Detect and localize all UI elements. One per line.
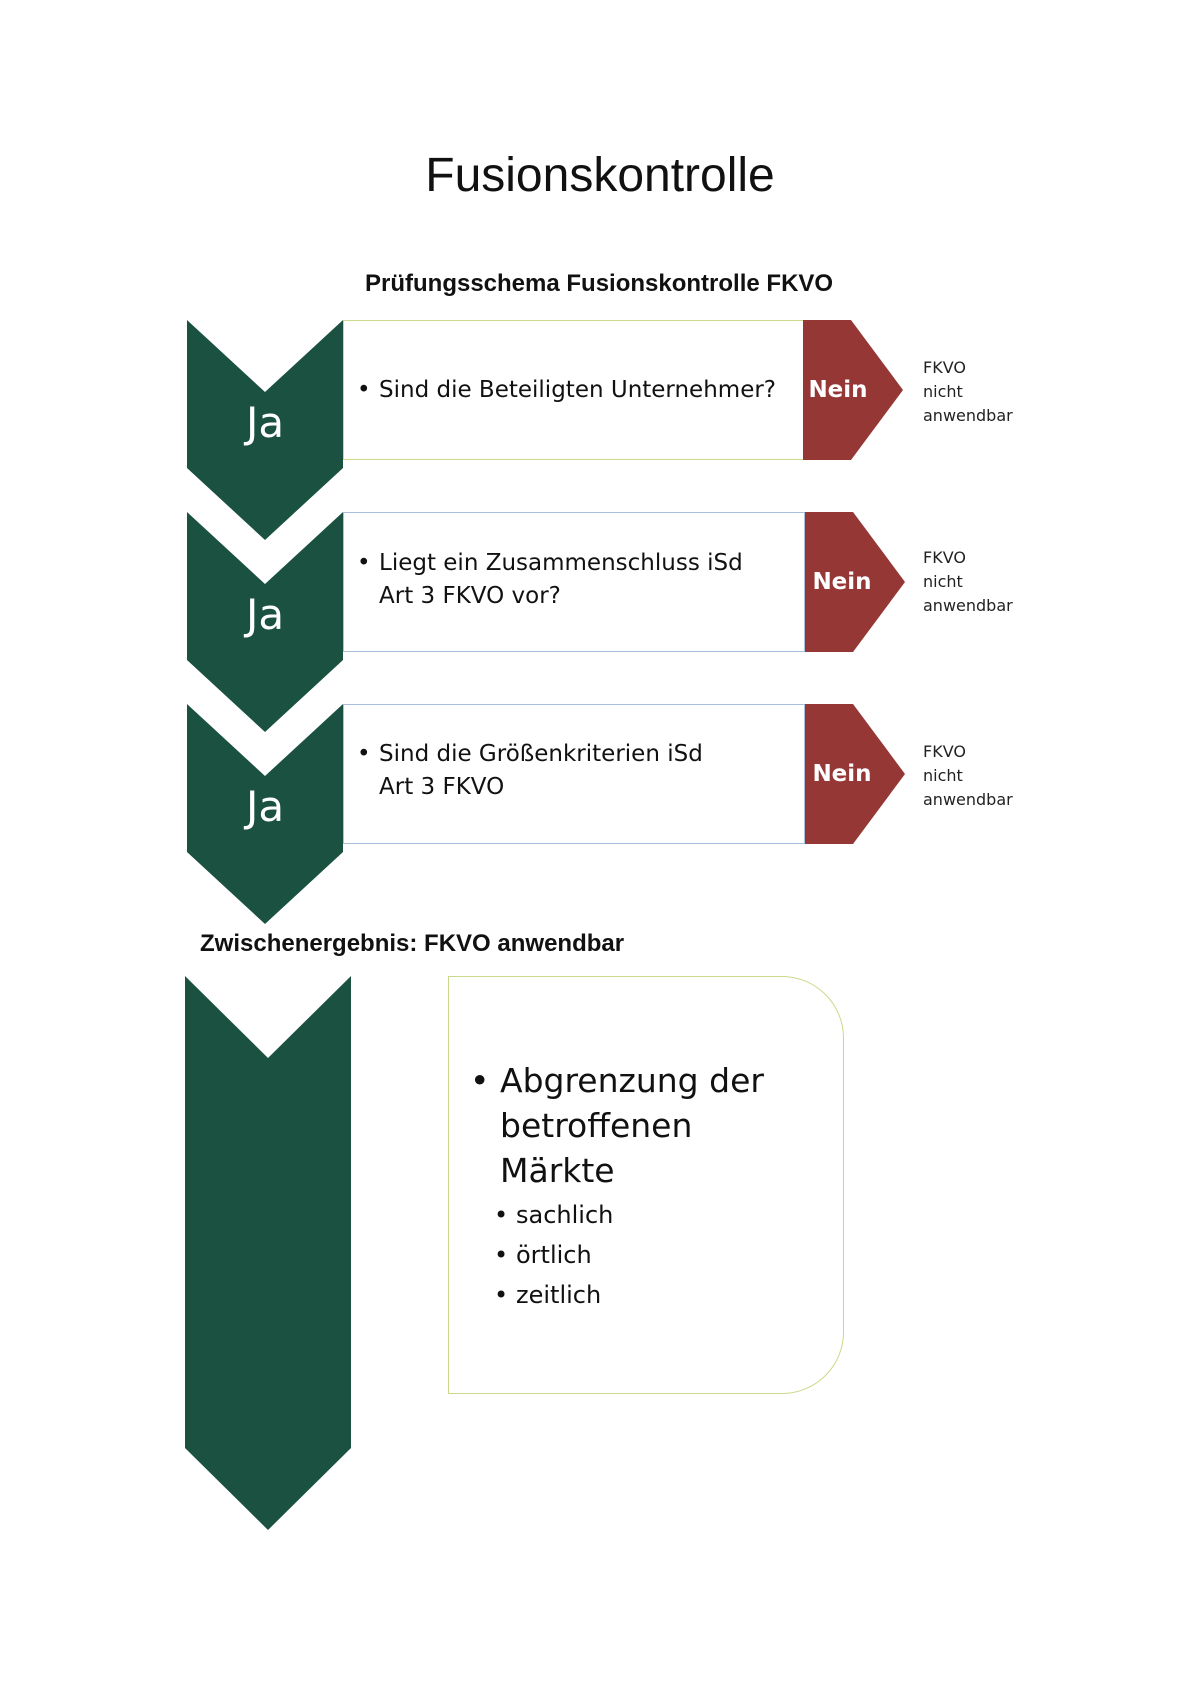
question-text-2 bbox=[357, 547, 797, 613]
bullet-icon: • bbox=[470, 1061, 490, 1100]
question-text-3 bbox=[357, 738, 797, 804]
result-line: nicht bbox=[923, 572, 963, 591]
question-line: Sind die Größenkriterien iSd bbox=[379, 741, 703, 767]
interim-result: Zwischenergebnis: FKVO anwendbar bbox=[200, 930, 625, 957]
result-text-2 bbox=[923, 546, 1013, 618]
bullet-icon: • bbox=[357, 377, 371, 403]
nein-label-2: Nein bbox=[812, 569, 872, 595]
nein-label-3: Nein bbox=[812, 761, 872, 787]
bullet-icon: • bbox=[494, 1281, 509, 1309]
result-line: anwendbar bbox=[923, 406, 1013, 425]
question-line: Sind die Beteiligten Unternehmer? bbox=[379, 377, 777, 403]
market-heading-line: betroffenen bbox=[500, 1106, 693, 1145]
bullet-icon: • bbox=[494, 1241, 509, 1269]
market-heading bbox=[470, 1058, 840, 1193]
market-heading-line: Märkte bbox=[500, 1151, 615, 1190]
page-title: Fusionskontrolle bbox=[425, 149, 775, 202]
ja-label-1: Ja bbox=[245, 398, 285, 447]
result-text-1 bbox=[923, 356, 1013, 428]
market-sub-item bbox=[494, 1240, 592, 1270]
result-line: nicht bbox=[923, 382, 963, 401]
nein-label-1: Nein bbox=[808, 377, 868, 403]
question-line: Art 3 FKVO vor? bbox=[379, 583, 561, 609]
question-line: Art 3 FKVO bbox=[379, 774, 505, 800]
result-line: anwendbar bbox=[923, 596, 1013, 615]
ja-label-3: Ja bbox=[245, 782, 285, 831]
result-line: nicht bbox=[923, 766, 963, 785]
market-sub-label: sachlich bbox=[516, 1201, 614, 1229]
market-sub-label: örtlich bbox=[516, 1241, 592, 1269]
bullet-icon: • bbox=[357, 550, 371, 576]
result-line: FKVO bbox=[923, 358, 966, 377]
question-text-1 bbox=[357, 374, 797, 407]
result-text-3 bbox=[923, 740, 1013, 812]
bullet-icon: • bbox=[494, 1201, 509, 1229]
question-line: Liegt ein Zusammenschluss iSd bbox=[379, 550, 743, 576]
bullet-icon: • bbox=[357, 741, 371, 767]
ja-label-2: Ja bbox=[245, 590, 285, 639]
result-line: FKVO bbox=[923, 548, 966, 567]
market-chevron bbox=[185, 976, 351, 1530]
market-heading-line: Abgrenzung der bbox=[500, 1061, 764, 1100]
market-sub-label: zeitlich bbox=[516, 1281, 602, 1309]
result-line: anwendbar bbox=[923, 790, 1013, 809]
market-sub-item bbox=[494, 1280, 601, 1310]
diagram-title: Prüfungsschema Fusionskontrolle FKVO bbox=[365, 270, 834, 297]
market-sub-item bbox=[494, 1200, 613, 1230]
result-line: FKVO bbox=[923, 742, 966, 761]
